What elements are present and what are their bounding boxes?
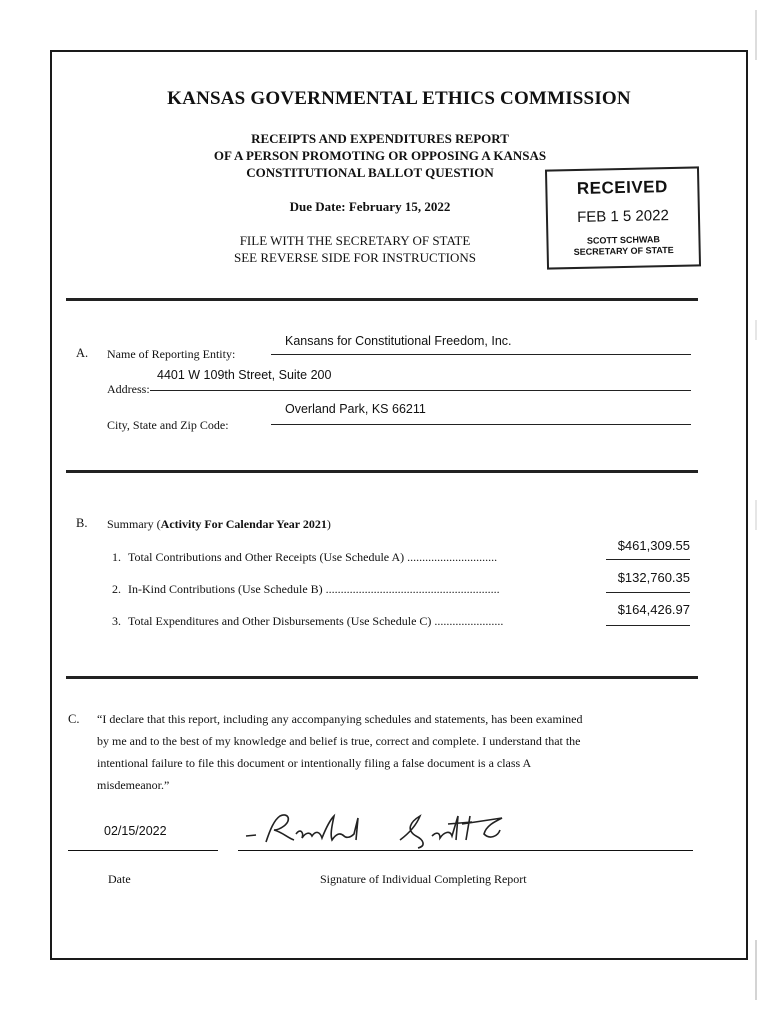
divider <box>66 470 698 473</box>
date-line <box>68 850 218 851</box>
section-b-letter: B. <box>76 516 88 530</box>
stamp-received: RECEIVED <box>576 177 669 198</box>
declaration-text: “I declare that this report, including any accompanying schedules and statements, has been examined by me and to the best of my knowledge and belief is true, correct and complete. I understand that the intentional failure to file this document or intentionally filing a false document is a class A misdemeanor.” <box>97 712 583 792</box>
due-date: Due Date: February 15, 2022 <box>289 199 451 214</box>
summary-item-label: Total Expenditures and Other Disbursements (Use Schedule C) ....................... <box>128 614 504 628</box>
date-value: 02/15/2022 <box>104 824 167 838</box>
total-expenditures-amount: $164,426.97 <box>617 602 690 617</box>
report-title-line-1: RECEIPTS AND EXPENDITURES REPORT <box>251 131 509 146</box>
scan-edge-marks <box>752 0 762 1024</box>
report-title-line-2: OF A PERSON PROMOTING OR OPPOSING A KANSAS <box>213 148 547 163</box>
file-with-note: FILE WITH THE SECRETARY OF STATE <box>239 233 471 248</box>
amount-line <box>606 559 690 560</box>
summary-item-num: 1. <box>112 550 121 564</box>
address-value: 4401 W 109th Street, Suite 200 <box>157 368 332 382</box>
in-kind-contributions-amount: $132,760.35 <box>617 570 690 585</box>
section-c-letter: C. <box>68 712 80 726</box>
address-label: Address: <box>107 382 150 396</box>
entity-name-value: Kansans for Constitutional Freedom, Inc. <box>285 334 512 348</box>
city-line <box>271 424 691 425</box>
signature-label: Signature of Individual Completing Report <box>320 872 527 886</box>
stamp-date: FEB 1 5 2022 <box>576 207 669 226</box>
signature-image <box>240 810 540 852</box>
section-a-letter: A. <box>76 346 89 360</box>
stamp-office: SECRETARY OF STATE <box>573 244 674 258</box>
entity-name-line <box>271 354 691 355</box>
report-title-line-3: CONSTITUTIONAL BALLOT QUESTION <box>246 165 494 180</box>
amount-line <box>606 625 690 626</box>
summary-item-num: 3. <box>112 614 121 628</box>
summary-heading: Summary (Activity For Calendar Year 2021) <box>107 517 331 531</box>
divider <box>66 676 698 679</box>
instructions-note: SEE REVERSE SIDE FOR INSTRUCTIONS <box>234 250 476 265</box>
summary-item-label: In-Kind Contributions (Use Schedule B) .......................................................... <box>128 582 500 596</box>
address-line <box>150 390 691 391</box>
name-label: Name of Reporting Entity: <box>107 347 236 361</box>
summary-item-label: Total Contributions and Other Receipts (Use Schedule A) .............................. <box>128 550 498 564</box>
page-title: KANSAS GOVERNMENTAL ETHICS COMMISSION <box>167 88 631 109</box>
city-label: City, State and Zip Code: <box>107 418 229 432</box>
summary-item-num: 2. <box>112 582 121 596</box>
received-stamp <box>545 166 701 269</box>
amount-line <box>606 592 690 593</box>
total-contributions-amount: $461,309.55 <box>617 538 690 553</box>
city-value: Overland Park, KS 66211 <box>285 402 426 416</box>
divider <box>66 298 698 301</box>
date-label: Date <box>108 872 131 886</box>
stamp-name: SCOTT SCHWAB <box>586 234 661 246</box>
